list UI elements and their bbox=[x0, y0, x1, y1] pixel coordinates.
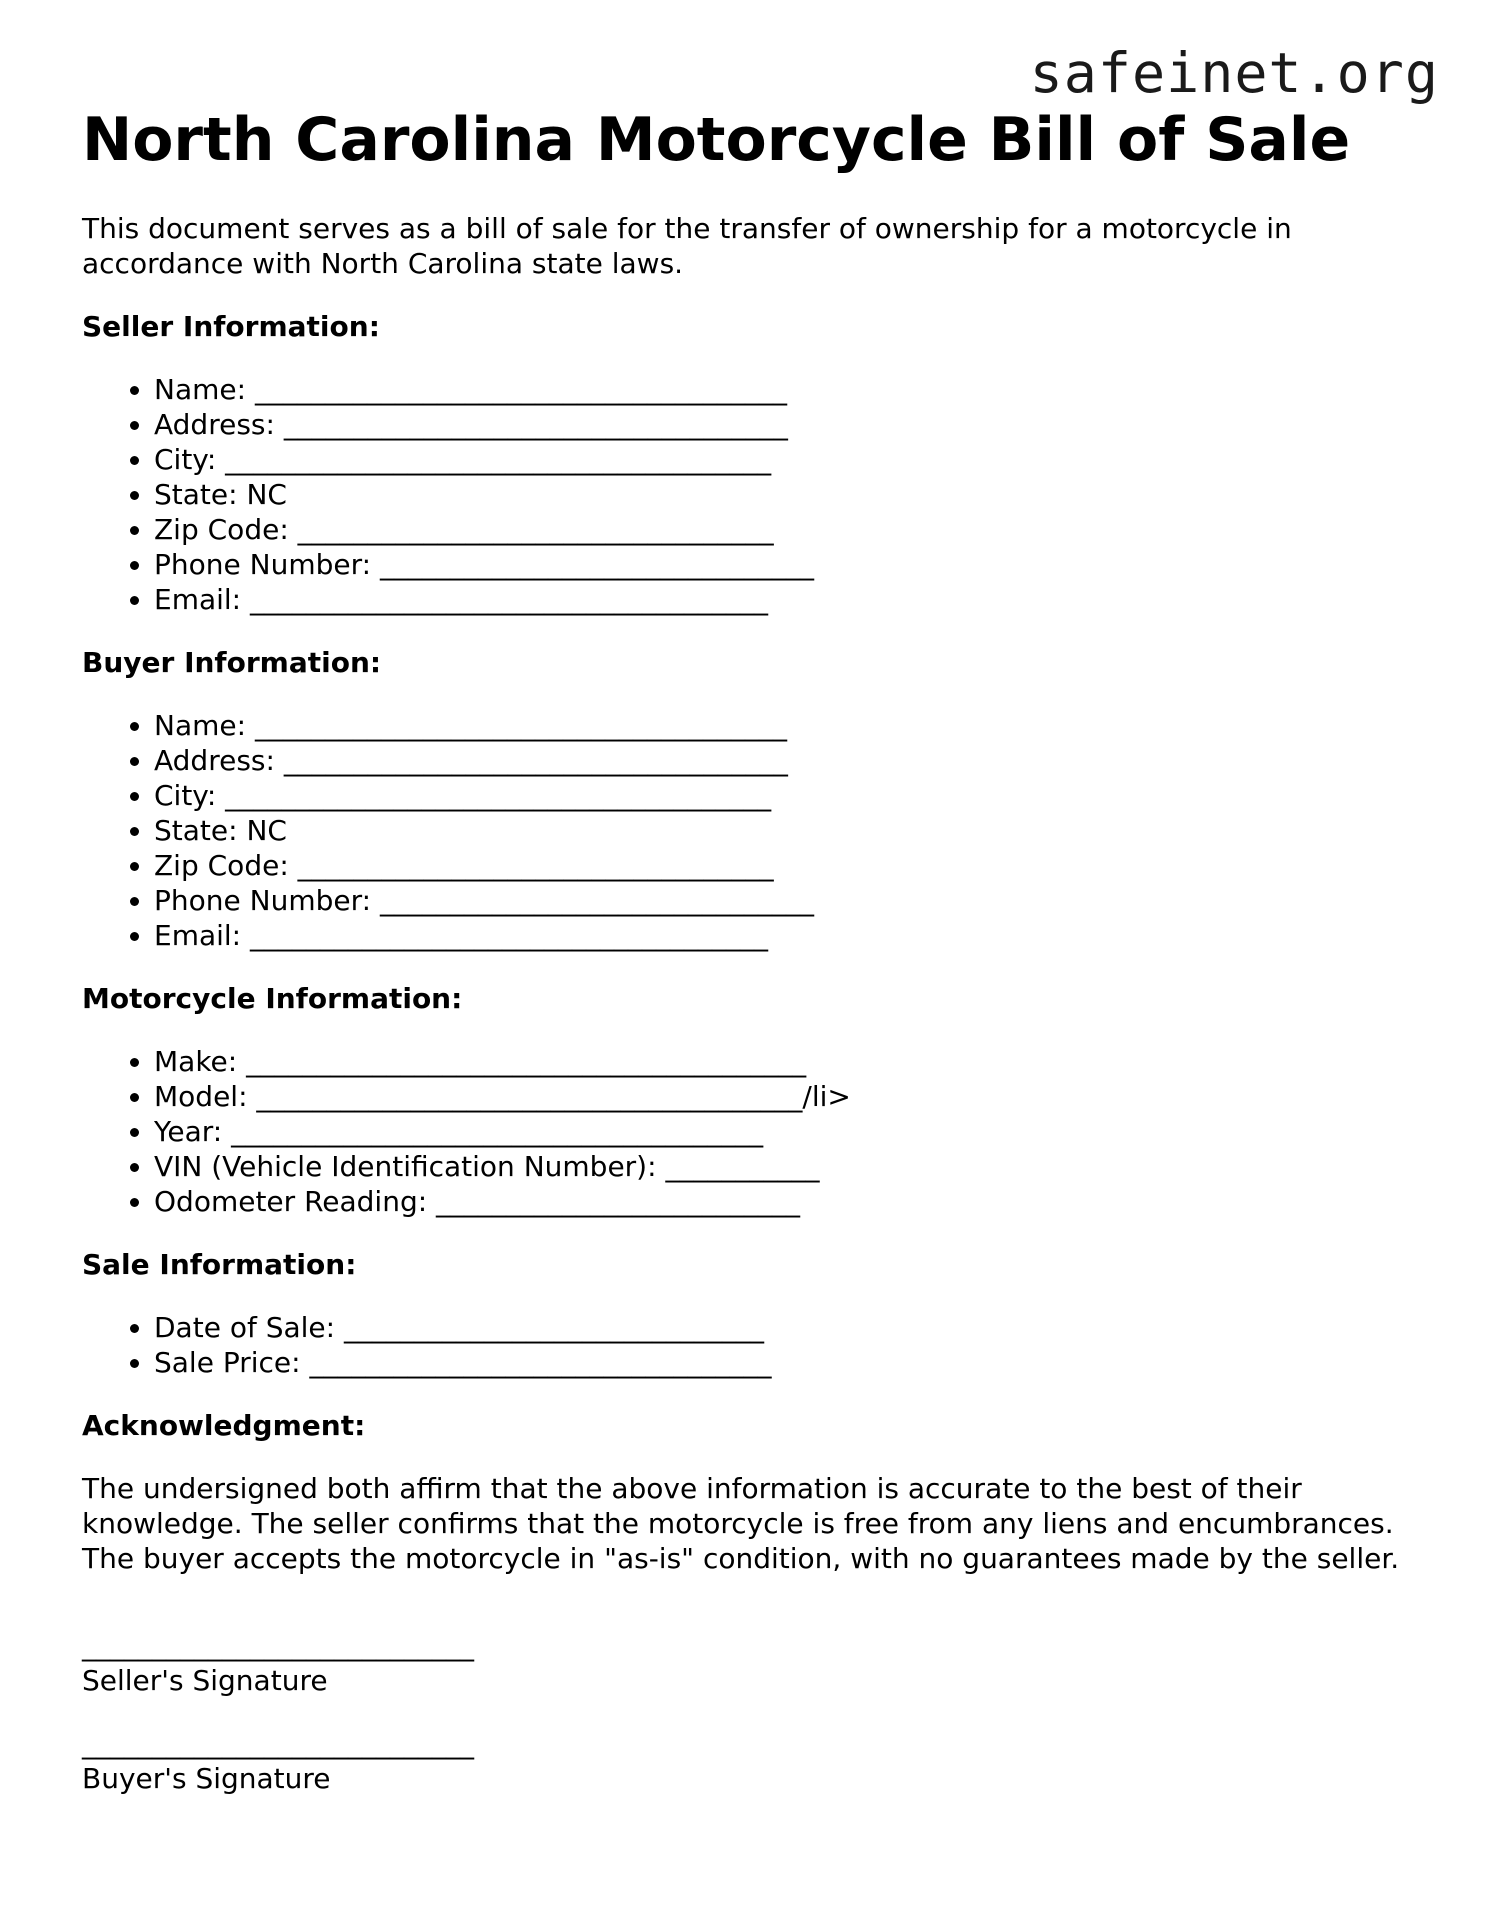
seller-city-field: • City: _______________________________________ bbox=[154, 442, 1422, 477]
buyer-city-field: • City: _______________________________________ bbox=[154, 778, 1422, 813]
sale-list bbox=[82, 1310, 1422, 1380]
acknowledgment-heading: Acknowledgment: bbox=[82, 1409, 366, 1442]
motorcycle-heading: Motorcycle Information: bbox=[82, 982, 463, 1015]
watermark: safeinet.org bbox=[1029, 41, 1439, 105]
document-title: North Carolina Motorcycle Bill of Sale bbox=[82, 105, 1351, 175]
buyer-signature-line: ____________________________ bbox=[82, 1727, 474, 1760]
motorcycle-vin-field: • VIN (Vehicle Identification Number): ___________ bbox=[154, 1149, 1422, 1184]
sale-heading: Sale Information: bbox=[82, 1248, 357, 1281]
buyer-zip-field: • Zip Code: __________________________________ bbox=[154, 848, 1422, 883]
motorcycle-make-field: • Make: ________________________________________ bbox=[154, 1044, 1422, 1079]
motorcycle-list bbox=[82, 1044, 1422, 1219]
buyer-signature-block bbox=[82, 1726, 1422, 1796]
seller-list bbox=[82, 372, 1422, 617]
sale-date-field: • Date of Sale: ______________________________ bbox=[154, 1310, 1422, 1345]
buyer-name-field: • Name: ______________________________________ bbox=[154, 708, 1422, 743]
intro-paragraph: This document serves as a bill of sale for the transfer of ownership for a motorcycle in accordance with North Carolina state laws. bbox=[82, 212, 1292, 280]
seller-zip-field: • Zip Code: __________________________________ bbox=[154, 512, 1422, 547]
seller-address-field: • Address: ____________________________________ bbox=[154, 407, 1422, 442]
seller-state-field: • State: NC bbox=[154, 477, 1422, 512]
seller-signature-line: ____________________________ bbox=[82, 1629, 474, 1662]
buyer-signature-label: Buyer's Signature bbox=[82, 1762, 331, 1795]
motorcycle-odometer-field: • Odometer Reading: __________________________ bbox=[154, 1184, 1422, 1219]
seller-signature-label: Seller's Signature bbox=[82, 1664, 328, 1697]
seller-signature-block bbox=[82, 1628, 1422, 1698]
buyer-phone-field: • Phone Number: _______________________________ bbox=[154, 883, 1422, 918]
seller-name-field: • Name: ______________________________________ bbox=[154, 372, 1422, 407]
seller-heading: Seller Information: bbox=[82, 310, 380, 343]
seller-phone-field: • Phone Number: _______________________________ bbox=[154, 547, 1422, 582]
buyer-state-field: • State: NC bbox=[154, 813, 1422, 848]
acknowledgment-paragraph: The undersigned both affirm that the above information is accurate to the best of their knowledge. The seller confirms that the motorcycle is free from any liens and encumbrances. The buyer accepts the motorcycle in "as-is" condition, with no guarantees made by the seller. bbox=[82, 1472, 1400, 1575]
document-body bbox=[82, 211, 1422, 1796]
seller-email-field: • Email: _____________________________________ bbox=[154, 582, 1422, 617]
sale-price-field: • Sale Price: _________________________________ bbox=[154, 1345, 1422, 1380]
buyer-email-field: • Email: _____________________________________ bbox=[154, 918, 1422, 953]
buyer-address-field: • Address: ____________________________________ bbox=[154, 743, 1422, 778]
buyer-list bbox=[82, 708, 1422, 953]
motorcycle-model-field: • Model: _______________________________________/li> bbox=[154, 1079, 1422, 1114]
buyer-heading: Buyer Information: bbox=[82, 646, 382, 679]
motorcycle-year-field: • Year: ______________________________________ bbox=[154, 1114, 1422, 1149]
